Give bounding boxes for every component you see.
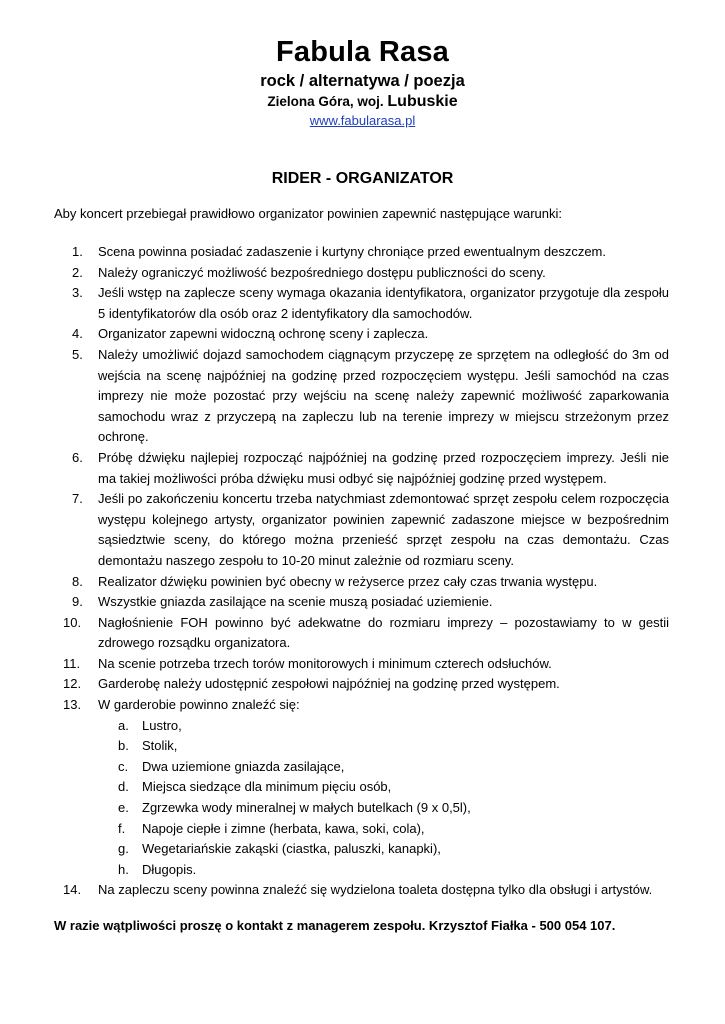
sub-list-item (98, 736, 669, 757)
sub-list-item (98, 757, 669, 778)
sub-list-item (98, 777, 669, 798)
sub-item-letter: d. (118, 779, 129, 795)
band-website (0, 112, 725, 130)
list-item (54, 489, 669, 571)
sub-item-letter: f. (118, 820, 126, 836)
item-number: 6. (72, 449, 83, 465)
list-item (54, 613, 669, 654)
list-item (54, 695, 669, 880)
item-number: 2. (72, 264, 83, 280)
location-region: Lubuskie (387, 93, 458, 110)
sub-item-letter: h. (118, 861, 129, 877)
contact-note: W razie wątpliwości proszę o kontakt z managerem zespołu. Krzysztof Fiałka - 500 054 107. (54, 918, 616, 933)
document-header (0, 34, 725, 130)
item-number: 10. (63, 614, 82, 630)
list-item (54, 654, 669, 675)
item-number: 12. (63, 676, 82, 692)
item-text: Organizator zapewni widoczną ochronę sceny i zaplecza. (98, 326, 429, 342)
item-text: Wszystkie gniazda zasilające na scenie muszą posiadać uziemienie. (98, 594, 493, 610)
sub-list-item (98, 819, 669, 840)
item-text: Realizator dźwięku powinien być obecny w reżyserce przez cały czas trwania występu. (98, 573, 598, 589)
band-name: Fabula Rasa (275, 36, 450, 68)
list-item (54, 674, 669, 695)
sub-item-letter: a. (118, 717, 129, 733)
location-city: Zielona Góra, woj. (267, 94, 388, 109)
list-item (54, 283, 669, 324)
item-text: Na zapleczu sceny powinna znaleźć się wydzielona toaleta dostępna tylko dla obsługi i artystów. (98, 882, 653, 898)
sub-item-text: Dwa uziemione gniazda zasilające, (142, 758, 345, 774)
sub-item-text: Zgrzewka wody mineralnej w małych butelkach (9 x 0,5l), (142, 800, 471, 816)
dressing-room-list (98, 716, 669, 881)
item-text: Należy umożliwić dojazd samochodem ciągnącym przyczepę ze sprzętem na odległość do 3m od wejścia na scenę najpóźniej na godzinę przed rozpoczęciem występu. Jeśli samochód na czas imprezy nie może pozostać przy wejściu na scenę należy zapewnić możliwość zaparkowania samochodu wraz z przyczepą na zapleczu lub na terenie imprezy w miejscu strzeżonym przez ochronę. (98, 346, 669, 445)
list-item (54, 572, 669, 593)
sub-item-letter: g. (118, 841, 129, 857)
item-number: 9. (72, 594, 83, 610)
list-item (54, 592, 669, 613)
list-item (54, 263, 669, 284)
item-number: 1. (72, 244, 83, 259)
item-text: Próbę dźwięku najlepiej rozpocząć najpóźniej na godzinę przed rozpoczęciem imprezy. Jeśli nie ma takiej możliwości próba dźwięku musi odbyć się najpóźniej godzinę przed występem. (98, 449, 669, 486)
requirements-list (54, 242, 669, 901)
list-item (54, 324, 669, 345)
sub-item-letter: b. (118, 738, 129, 754)
item-number: 3. (72, 285, 83, 301)
item-text: Na scenie potrzeba trzech torów monitorowych i minimum czterech odsłuchów. (98, 655, 552, 671)
list-item (54, 242, 669, 263)
sub-list-item (98, 798, 669, 819)
sub-item-text: Długopis. (142, 861, 197, 877)
sub-list-item (98, 716, 669, 737)
list-item (54, 880, 669, 901)
sub-list-item (98, 839, 669, 860)
item-text: Jeśli wstęp na zaplecze sceny wymaga okazania identyfikatora, organizator przygotuje dla zespołu 5 identyfikatorów dla osób oraz 2 identyfikatory dla samochodów. (98, 285, 669, 321)
sub-item-letter: e. (118, 800, 129, 816)
list-item (54, 448, 669, 489)
item-text: W garderobie powinno znaleźć się: (98, 697, 300, 713)
sub-list-item (98, 860, 669, 881)
list-item (54, 345, 669, 448)
document-title: RIDER - ORGANIZATOR (271, 170, 454, 187)
sub-item-text: Stolik, (142, 738, 178, 754)
item-text: Należy ograniczyć możliwość bezpośredniego dostępu publiczności do sceny. (98, 264, 546, 280)
band-genres: rock / alternatywa / poezja (260, 72, 465, 90)
item-number: 4. (72, 326, 83, 342)
item-number: 11. (63, 655, 81, 671)
sub-item-text: Wegetariańskie zakąski (ciastka, paluszki, kanapki), (142, 841, 441, 857)
sub-item-text: Napoje ciepłe i zimne (herbata, kawa, soki, cola), (142, 820, 425, 836)
item-text: Scena powinna posiadać zadaszenie i kurtyny chroniące przed ewentualnym deszczem. (98, 244, 607, 259)
website-link[interactable]: www.fabularasa.pl (309, 113, 416, 128)
intro-paragraph: Aby koncert przebiegał prawidłowo organizator powinien zapewnić następujące warunki: (54, 206, 563, 221)
item-text: Garderobę należy udostępnić zespołowi najpóźniej na godzinę przed występem. (98, 676, 560, 692)
item-number: 5. (72, 346, 83, 362)
sub-item-letter: c. (118, 758, 129, 774)
item-number: 14. (63, 882, 82, 898)
item-number: 13. (63, 697, 82, 713)
sub-item-text: Lustro, (142, 717, 182, 733)
item-text: Nagłośnienie FOH powinno być adekwatne do rozmiaru imprezy – pozostawiamy to w gestii zdrowego rozsądku organizatora. (98, 614, 669, 651)
item-text: Jeśli po zakończeniu koncertu trzeba natychmiast zdemontować sprzęt zespołu celem rozpoczęcia występu kolejnego artysty, organizator powinien zapewnić zadaszone miejsce w bezpośrednim sąsiedztwie sceny, do którego można przenieść sprzęt zespołu na czas demontażu. Czas demontażu naszego zespołu to 10-20 minut zależnie od rozmiaru sceny. (98, 491, 669, 568)
item-number: 8. (72, 573, 83, 589)
sub-item-text: Miejsca siedzące dla minimum pięciu osób, (142, 779, 392, 795)
item-number: 7. (72, 491, 83, 507)
band-location (0, 92, 725, 112)
